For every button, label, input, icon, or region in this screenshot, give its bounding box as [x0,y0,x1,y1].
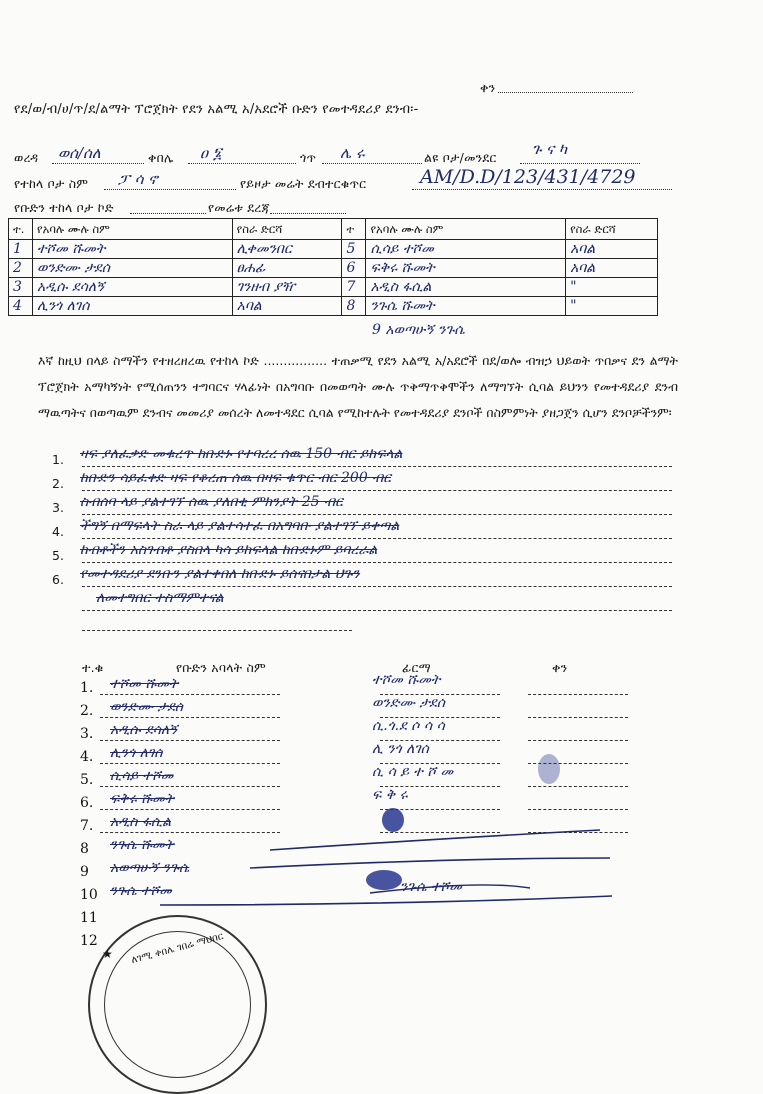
specific-place-label: ልዩ ቦታ/መንደር [424,150,497,165]
member-number: 1 [9,240,33,259]
sig-row-number: 4. [80,749,94,765]
sig-row-number: 3. [80,726,94,742]
rule-text: ችግኝ በማፍላት ስራ ላይ ያልተሳተፈ በአግባቡ ያልተገኘ ይቀጣል [80,518,400,534]
rule-number: 3. [52,500,64,515]
wereda-value: ወሰ/ሰለ [58,144,101,162]
header-name-1: የአባሉ ሙሉ ስም [32,219,232,240]
sig-row-signature: ፍ ቅ ሩ [372,787,408,803]
member-number: 6 [342,259,366,278]
sig-col-date: ቀን [552,660,568,675]
sig-row-name: ፍቅሩ ሹመት [110,791,175,807]
plot-name-label: የተከላ ቦታ ስም [14,176,89,191]
rule-text: ለመተግበር ተስማምተናል [96,590,224,606]
member-role: " [566,278,658,297]
member-name: አዲስ ፋሲል [366,278,566,297]
extra-member-line: 9 አወጣሁኝ ንጉሴ [372,322,465,338]
sig-row-number: 10 [80,887,98,903]
got-value: ሌ ሩ [340,144,365,162]
rule-number: 4. [52,524,64,539]
member-number: 2 [9,259,33,278]
member-role: ገንዘብ ያዥ [232,278,342,297]
sig-row-number: 6. [80,795,94,811]
rule-text: ዛፍ ያለፈቃድ መቁረጥ ከቡድኑ የተባረረ ሰዉ 150 ብር ይከፍላል [80,446,403,462]
star-icon: ★ [102,947,113,961]
plot-name-value: ፓ ሳ ኖ [118,170,158,188]
sig-row-name: ንጉሴ ሹመት [110,837,175,853]
cert-value: AM/D.D/123/431/4729 [420,166,636,188]
land-grade-label: የመሬቱ ደረጃ [208,200,270,215]
official-stamp [88,915,267,1094]
sig-col-name: የቡድን አባላት ስም [176,660,266,675]
sig-row-name: አዲስ ፋሲል [110,814,171,830]
sig-row-name: አዲሱ ደሳለኝ [110,722,178,738]
sig-row-number: 9 [80,864,89,880]
sig-row-signature: ወንድሙ ታደሰ [372,695,446,711]
sig-row-name: ተሾመ ሹመት [110,676,179,692]
header-no-1: ተ. [9,219,33,240]
member-role: ፀሐፊ [232,259,342,278]
sig-row-number: 1. [80,680,94,696]
rule-number: 6. [52,572,64,587]
group-code-label: የቡድን ተከላ ቦታ ኮድ [14,200,114,215]
sig-row-name: ወንድሙ ታደሰ [110,699,184,715]
member-number: 5 [342,240,366,259]
member-role: ሊቀመንበር [232,240,342,259]
sig-row-name: ሲሳይ ተሾመ [110,768,174,784]
member-number: 7 [342,278,366,297]
sig-row-number: 12 [80,933,98,949]
member-name: ንጉሴ ሹመት [366,297,566,316]
wereda-label: ወረዳ [14,150,39,165]
kebele-label: ቀበሌ [148,150,174,165]
sig-row-name: አወጣሁኝ ንጉሴ [110,860,190,876]
sig-row-signature: ንጉሴ ተሾመ [400,879,462,895]
rule-text: ስብሰባ ላይ ያልተገኘ ሰዉ ያለበቂ ምክንያት 25 ብር [80,494,343,510]
kebele-value: ዐ ፮ [200,144,222,162]
sig-row-name: ሊንጎ ለገሰ [110,745,163,761]
header-role-2: የስራ ድርሻ [566,219,658,240]
stamp-text: ለገሚ ቀበሌ ገበሬ ማህበር [130,930,225,967]
sig-row-signature: ሊ ንጎ ለገሰ [372,741,429,757]
member-name: አዲሱ ደሳለኝ [32,278,232,297]
sig-row-number: 11 [80,910,98,926]
member-name: ተሾመ ሹመት [32,240,232,259]
specific-place-value: ጉ ና ካ [532,140,568,158]
rule-number: 2. [52,476,64,491]
rule-number: 5. [52,548,64,563]
member-number: 3 [9,278,33,297]
member-role: አባል [566,240,658,259]
member-name: ወንድሙ ታደሰ [32,259,232,278]
sig-row-name: ንጉሴ ተሾመ [110,883,172,899]
sig-row-number: 2. [80,703,94,719]
rule-text: ከብቶችን አስገብቶ ያስበላ ካሳ ይከፍላል ከቡድኑም ይባረራል [80,542,378,558]
rule-number: 1. [52,452,64,467]
member-role: አባል [232,297,342,316]
sig-row-number: 5. [80,772,94,788]
header-role-1: የስራ ድርሻ [232,219,342,240]
member-role: " [566,297,658,316]
member-name: ሊንጎ ለገሰ [32,297,232,316]
member-role: አባል [566,259,658,278]
header-name-2: የአባሉ ሙሉ ስም [366,219,566,240]
form-title: የደ/ወ/ብ/ሀ/ጥ/ደ/ልማት ፕሮጀክት የደን አልሚ አ/አደሮች ቡድን የመተዳደሪያ ደንብ፡- [14,102,419,117]
sig-row-signature: ተሾመ ሹመት [372,672,441,688]
sig-col-no: ተ.ቁ [82,660,104,675]
rule-text: ከቡድን ሳይፈቀድ ዛፍ የቆረጠ ሰዉ በዛፍ ቁጥር ብር 200 ብር [80,470,392,486]
sig-row-number: 8 [80,841,89,857]
sig-row-number: 7. [80,818,94,834]
rule-text: የመተዳደሪያ ደንቡን ያልተቀበለ ከቡድኑ ይሰናበታል ህጉን [80,566,360,582]
sig-col-sign: ፊርማ [402,660,431,675]
member-name: ሲሳይ ተሾመ [366,240,566,259]
cert-label: የይዞታ መሬት ደብተርቁጥር [240,176,367,191]
member-number: 4 [9,297,33,316]
statement-paragraph: እኛ ከዚህ በላይ ስማችን የተዘረዘረዉ የተከላ ኮድ ................ ተጠቃሚ የደን አልሚ አ/አደሮች በደ/ወሎ ብዝኃ ህይወት ጥበቃና ደን ልማት ፕሮጀክት አማካኝነት የሚሰጠንን ተግባርና ሃላፊነት በአግባቡ በመወጣት ሙሉ ጥቅማጥቅሞችን ለማግኘት ሲባል ይህንን የመተዳደሪያ ደንብ ማዉጣትና በወጣዉም ደንብና መመሪያ መሰረት ለመተዳደር ሲባል የሚከተሉት የመተዳደሪያ ደንቦች በስምምነት ያዘጋጀን ሲሆን ደንቦቻችንም፡ [38,353,678,420]
sig-row-signature: ሲ.ጎ.ደ ሶ ሳ ሳ [372,718,445,734]
member-number: 8 [342,297,366,316]
date-label: ቀን [480,80,496,95]
sig-row-signature: ሲ ሳ ይ ተ ሾ መ [372,764,454,780]
header-no-2: ተ [342,219,366,240]
member-name: ፍቅሩ ሹመት [366,259,566,278]
got-label: ጎጥ [300,150,317,165]
